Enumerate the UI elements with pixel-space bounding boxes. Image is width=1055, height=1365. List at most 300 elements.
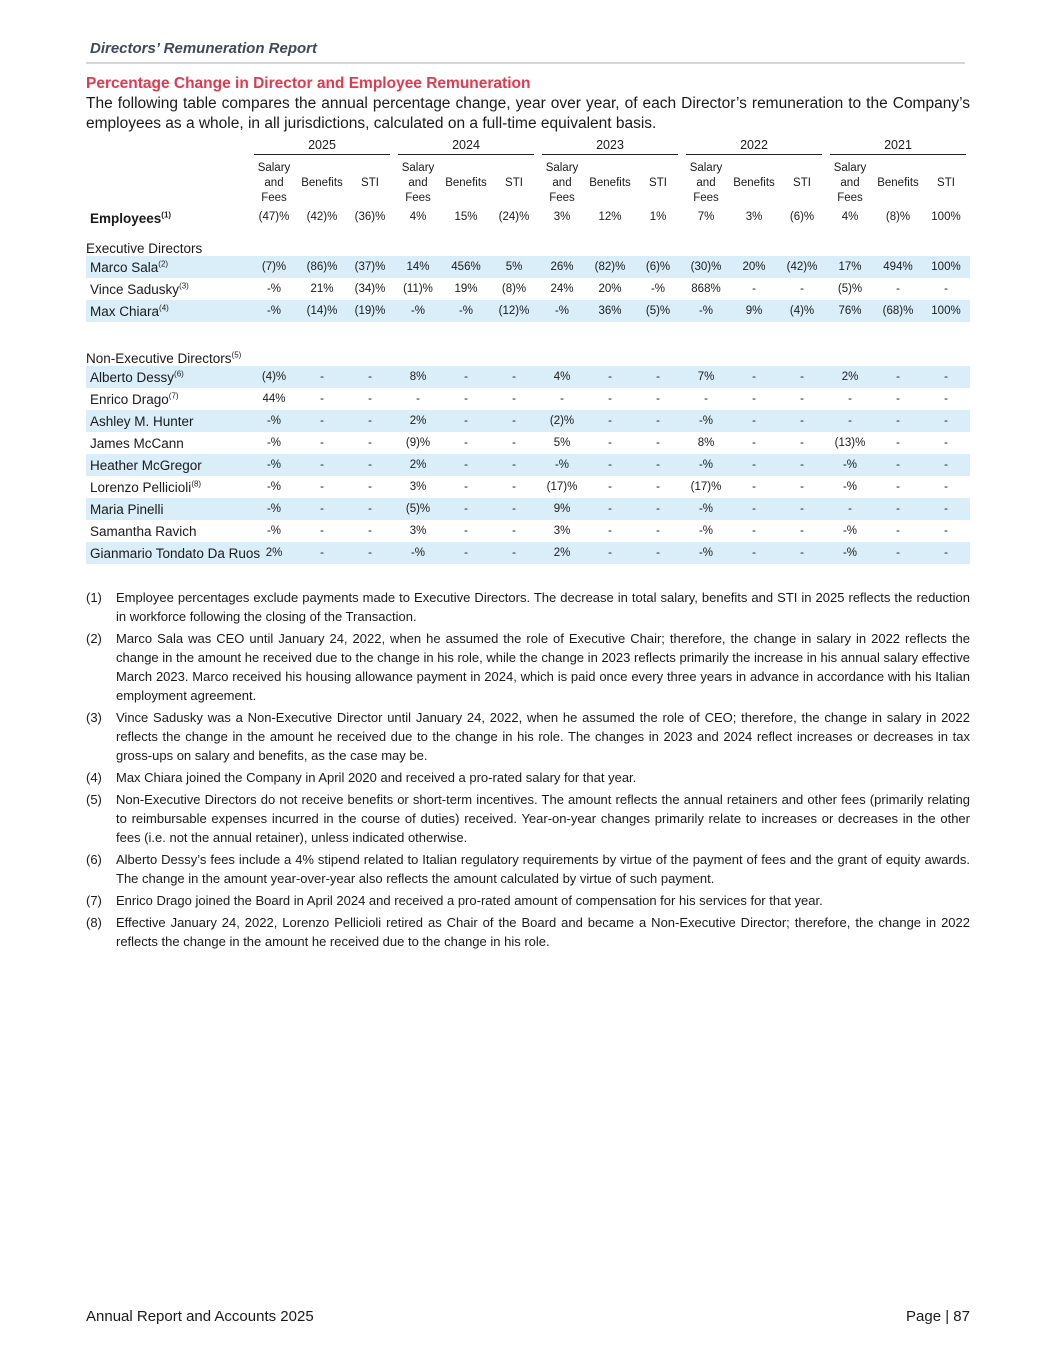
- value-cell: -%: [682, 300, 730, 322]
- value-cell: (86)%: [298, 256, 346, 278]
- value-cell: 44%: [262, 393, 286, 405]
- value-cell: -: [368, 525, 372, 537]
- value-cell: 5%: [553, 437, 571, 449]
- row-name-cell: [86, 256, 250, 278]
- row-name-cell: [86, 476, 250, 498]
- value-cell: -%: [826, 454, 874, 476]
- row-name: Samantha Ravich: [90, 523, 197, 539]
- value-cell: 456%: [442, 256, 490, 278]
- value-cell: -: [586, 410, 634, 432]
- value-cell: 20%: [730, 256, 778, 278]
- salary-fees-header-line: Salary: [689, 161, 723, 174]
- value-cell: (5)%: [837, 283, 863, 295]
- value-cell: -: [298, 454, 346, 476]
- row-name: Max Chiara: [90, 303, 160, 319]
- footnotes: [86, 588, 970, 954]
- year-label: 2022: [686, 138, 822, 155]
- value-cell: -: [944, 393, 948, 405]
- row-name: Enrico Drago: [90, 391, 169, 407]
- footnote-text: Vince Sadusky was a Non-Executive Director until January 24, 2022, when he assumed the role of CEO; therefore, the change in salary in 2022 reflects the change in the amount he received due to the change in his role. The changes in 2023 and 2024 reflect increases or decreases in tax gross-ups on salary and benefits, as the case may be.: [116, 710, 970, 763]
- value-cell: -: [608, 393, 612, 405]
- salary-fees-header-line: Salary: [545, 161, 579, 174]
- value-cell: 36%: [586, 300, 634, 322]
- salary-fees-header: [394, 158, 442, 208]
- value-cell: -: [512, 525, 516, 537]
- value-cell: -: [464, 437, 468, 449]
- value-cell: 15%: [454, 211, 478, 223]
- value-cell: -: [752, 437, 756, 449]
- benefits-header: Benefits: [733, 176, 775, 189]
- value-cell: -%: [266, 437, 282, 449]
- value-cell: -: [922, 498, 970, 520]
- value-cell: -: [586, 454, 634, 476]
- value-cell: -%: [394, 300, 442, 322]
- value-cell: -: [464, 525, 468, 537]
- value-cell: 3%: [409, 525, 427, 537]
- footnote-item: [86, 790, 970, 847]
- value-cell: 9%: [538, 498, 586, 520]
- table-row: [86, 278, 970, 300]
- value-cell: 2%: [826, 366, 874, 388]
- value-cell: -: [608, 481, 612, 493]
- footnote-ref: (1): [161, 210, 172, 220]
- value-cell: -: [874, 498, 922, 520]
- value-cell: -%: [842, 525, 858, 537]
- footnote-ref: (2): [158, 259, 169, 268]
- value-cell: -%: [682, 454, 730, 476]
- value-cell: -: [320, 437, 324, 449]
- value-cell: 14%: [394, 256, 442, 278]
- value-cell: -: [656, 481, 660, 493]
- salary-fees-header-line: and: [840, 176, 860, 189]
- footer-report-title: Annual Report and Accounts 2025: [86, 1308, 314, 1325]
- salary-fees-header-line: and: [696, 176, 716, 189]
- value-cell: -%: [266, 525, 282, 537]
- value-cell: -: [346, 454, 394, 476]
- value-cell: -: [944, 283, 948, 295]
- value-cell: 21%: [310, 283, 334, 295]
- value-cell: -: [490, 498, 538, 520]
- value-cell: -: [922, 366, 970, 388]
- sti-header: STI: [649, 176, 667, 189]
- value-cell: 100%: [922, 300, 970, 322]
- footnote-text: Effective January 24, 2022, Lorenzo Pellicioli retired as Chair of the Board and became a Non-Executive Director; therefore, the change in 2022 reflects the change in the amount he received due to the change in his role.: [116, 915, 970, 949]
- value-cell: -: [656, 525, 660, 537]
- value-cell: -: [896, 437, 900, 449]
- value-cell: -: [800, 283, 804, 295]
- salary-fees-header: [538, 158, 586, 208]
- footnote-item: [86, 891, 970, 910]
- value-cell: -: [634, 410, 682, 432]
- value-cell: 8%: [394, 366, 442, 388]
- value-cell: (7)%: [250, 256, 298, 278]
- benefits-header: Benefits: [301, 176, 343, 189]
- table-row: [86, 300, 970, 322]
- value-cell: (17)%: [690, 481, 722, 493]
- value-cell: -: [634, 542, 682, 564]
- footnote-ref: (5): [231, 350, 242, 360]
- value-cell: (36)%: [354, 211, 386, 223]
- footnote-number: (8): [86, 915, 102, 930]
- value-cell: -: [442, 498, 490, 520]
- footnote-text: Alberto Dessy’s fees include a 4% stipend related to Italian regulatory requirements by virtue of the payment of fees and the grant of equity awards. The change in the amount year-over-year also reflects the amount calculated by virtue of such payment.: [116, 852, 970, 886]
- group-heading-row: [86, 342, 970, 366]
- row-name-cell: [86, 388, 250, 410]
- group-heading-label: Non-Executive Directors: [86, 351, 232, 366]
- value-cell: 12%: [598, 211, 622, 223]
- value-cell: 100%: [931, 211, 961, 223]
- value-cell: 3%: [409, 481, 427, 493]
- value-cell: (2)%: [538, 410, 586, 432]
- row-name-cell: [86, 366, 250, 388]
- value-cell: -: [778, 498, 826, 520]
- group-heading: [86, 342, 970, 366]
- salary-fees-header: [826, 158, 874, 208]
- value-cell: -%: [442, 300, 490, 322]
- value-cell: 5%: [490, 256, 538, 278]
- value-cell: (47)%: [258, 211, 290, 223]
- value-cell: (8)%: [501, 283, 527, 295]
- value-cell: -: [512, 481, 516, 493]
- value-cell: -: [346, 366, 394, 388]
- footnote-ref: (8): [191, 479, 202, 488]
- footnote-item: [86, 913, 970, 951]
- value-cell: -: [560, 393, 564, 405]
- value-cell: -%: [250, 300, 298, 322]
- value-cell: -: [752, 393, 756, 405]
- footnote-ref: (6): [174, 369, 184, 378]
- footnote-number: (5): [86, 792, 102, 807]
- sti-header: STI: [505, 176, 523, 189]
- value-cell: 8%: [697, 437, 715, 449]
- value-cell: -: [656, 393, 660, 405]
- value-cell: -: [752, 481, 756, 493]
- year-label: 2025: [254, 138, 390, 155]
- value-cell: -: [490, 542, 538, 564]
- value-cell: -: [874, 366, 922, 388]
- value-cell: 2%: [538, 542, 586, 564]
- footnote-text: Enrico Drago joined the Board in April 2024 and received a pro-rated amount of compensation for his services for that year.: [116, 893, 823, 908]
- value-cell: -: [442, 366, 490, 388]
- value-cell: (4)%: [250, 366, 298, 388]
- value-cell: -: [634, 454, 682, 476]
- year-label: 2024: [398, 138, 534, 155]
- value-cell: (34)%: [354, 283, 386, 295]
- value-cell: 7%: [697, 211, 715, 223]
- sti-header: STI: [793, 176, 811, 189]
- value-cell: -: [512, 437, 516, 449]
- value-cell: -: [586, 498, 634, 520]
- row-name: Lorenzo Pellicioli: [90, 479, 192, 495]
- value-cell: -: [896, 393, 900, 405]
- table-row: [86, 476, 970, 498]
- value-cell: (37)%: [346, 256, 394, 278]
- value-cell: -: [944, 437, 948, 449]
- table-row: [86, 454, 970, 476]
- value-cell: 9%: [730, 300, 778, 322]
- value-cell: -: [752, 283, 756, 295]
- remuneration-change-table: [86, 138, 970, 564]
- table-row: [86, 498, 970, 520]
- value-cell: -: [730, 454, 778, 476]
- value-cell: 76%: [826, 300, 874, 322]
- value-cell: (14)%: [298, 300, 346, 322]
- value-cell: (42)%: [306, 211, 338, 223]
- value-cell: -: [730, 498, 778, 520]
- footnote-text: Max Chiara joined the Company in April 2020 and received a pro-rated salary for that year.: [116, 770, 637, 785]
- value-cell: -: [298, 410, 346, 432]
- intro-paragraph: The following table compares the annual percentage change, year over year, of each Director’s remuneration to the Company’s employees as a whole, in all jurisdictions, calculated on a full-time equivalent basis.: [86, 95, 970, 132]
- table-row: [86, 366, 970, 388]
- footnote-number: (3): [86, 710, 102, 725]
- value-cell: -: [704, 393, 708, 405]
- value-cell: -: [586, 366, 634, 388]
- column-header-row: [86, 158, 970, 208]
- table-row: [86, 432, 970, 454]
- value-cell: -: [320, 525, 324, 537]
- row-name-cell: [86, 410, 250, 432]
- value-cell: 2%: [394, 454, 442, 476]
- value-cell: -: [368, 393, 372, 405]
- table-row: [86, 256, 970, 278]
- value-cell: -: [656, 437, 660, 449]
- value-cell: -: [442, 454, 490, 476]
- value-cell: -: [944, 481, 948, 493]
- value-cell: -: [512, 393, 516, 405]
- benefits-header: Benefits: [877, 176, 919, 189]
- group-heading-row: [86, 232, 970, 256]
- value-cell: 4%: [841, 211, 859, 223]
- value-cell: -%: [650, 283, 666, 295]
- value-cell: -%: [682, 542, 730, 564]
- running-header-title: Directors’ Remuneration Report: [90, 40, 317, 57]
- value-cell: -: [320, 481, 324, 493]
- row-name-cell: [86, 208, 250, 232]
- footnote-text: Marco Sala was CEO until January 24, 2022, when he assumed the role of Executive Chair; therefore, the change in salary in 2022 reflects the change in the amount he received due to the change in his role, while the change in 2023 reflects primarily the increase in his annual salary effective March 2023. Marco received his housing allowance payment in 2024, which is paid once every three years in advance in accordance with his Italian employment agreement.: [116, 631, 970, 703]
- value-cell: -%: [250, 454, 298, 476]
- value-cell: (68)%: [874, 300, 922, 322]
- group-heading: [86, 232, 970, 256]
- salary-fees-header-line: Fees: [693, 191, 719, 204]
- salary-fees-header: [250, 158, 298, 208]
- table-row: [86, 410, 970, 432]
- value-cell: (5)%: [394, 498, 442, 520]
- footnote-item: [86, 850, 970, 888]
- value-cell: 26%: [538, 256, 586, 278]
- value-cell: -%: [698, 525, 714, 537]
- value-cell: 3%: [745, 211, 763, 223]
- value-cell: (42)%: [778, 256, 826, 278]
- value-cell: -: [922, 454, 970, 476]
- footnote-text: Non-Executive Directors do not receive benefits or short-term incentives. The amount reflects the annual retainers and other fees (primarily relating to reimbursable expenses incurred in the course of duties) received. Year-on-year changes primarily relate to increases or decreases in the other fees (i.e. not the annual retainer), unless indicated otherwise.: [116, 792, 970, 845]
- value-cell: -: [874, 454, 922, 476]
- year-header: [682, 138, 826, 158]
- value-cell: -: [778, 542, 826, 564]
- value-cell: (82)%: [586, 256, 634, 278]
- salary-fees-header-line: Salary: [257, 161, 291, 174]
- benefits-header: Benefits: [589, 176, 631, 189]
- value-cell: -: [896, 481, 900, 493]
- value-cell: (11)%: [403, 283, 433, 295]
- value-cell: 2%: [394, 410, 442, 432]
- row-name: Vince Sadusky: [90, 281, 180, 297]
- value-cell: (12)%: [490, 300, 538, 322]
- row-name-cell: [86, 454, 250, 476]
- value-cell: -: [874, 410, 922, 432]
- value-cell: -: [320, 393, 324, 405]
- value-cell: -: [346, 410, 394, 432]
- value-cell: (13)%: [834, 437, 866, 449]
- value-cell: -: [442, 542, 490, 564]
- value-cell: 20%: [598, 283, 622, 295]
- row-name: Alberto Dessy: [90, 369, 175, 385]
- value-cell: 2%: [250, 542, 298, 564]
- value-cell: -: [368, 437, 372, 449]
- value-cell: 24%: [550, 283, 574, 295]
- header-corner: [86, 138, 250, 158]
- sti-header: STI: [937, 176, 955, 189]
- value-cell: -: [730, 542, 778, 564]
- value-cell: -: [752, 525, 756, 537]
- value-cell: (4)%: [778, 300, 826, 322]
- value-cell: 19%: [454, 283, 478, 295]
- footnote-number: (1): [86, 590, 102, 605]
- value-cell: 17%: [826, 256, 874, 278]
- value-cell: -: [896, 525, 900, 537]
- value-cell: -: [944, 525, 948, 537]
- value-cell: -%: [538, 300, 586, 322]
- footer-page-number: Page | 87: [906, 1308, 970, 1325]
- value-cell: -: [800, 525, 804, 537]
- value-cell: -%: [826, 542, 874, 564]
- value-cell: -: [826, 410, 874, 432]
- value-cell: -: [922, 410, 970, 432]
- value-cell: (9)%: [405, 437, 431, 449]
- table-row: [86, 208, 970, 232]
- footnote-item: [86, 629, 970, 705]
- row-name: Employees: [90, 211, 162, 226]
- value-cell: (19)%: [346, 300, 394, 322]
- value-cell: (5)%: [634, 300, 682, 322]
- value-cell: -%: [394, 542, 442, 564]
- value-cell: 100%: [922, 256, 970, 278]
- row-name: James McCann: [90, 435, 184, 451]
- value-cell: (6)%: [634, 256, 682, 278]
- value-cell: (24)%: [498, 211, 530, 223]
- value-cell: -: [490, 366, 538, 388]
- group-heading-label: Executive Directors: [86, 241, 203, 256]
- salary-fees-header-line: and: [552, 176, 572, 189]
- value-cell: 494%: [874, 256, 922, 278]
- footnote-ref: (3): [179, 281, 189, 290]
- value-cell: -: [464, 393, 468, 405]
- value-cell: -: [800, 481, 804, 493]
- year-label: 2021: [830, 138, 966, 155]
- footnote-item: [86, 708, 970, 765]
- footnote-ref: (4): [159, 303, 169, 312]
- year-header: [826, 138, 970, 158]
- salary-fees-header-line: Salary: [401, 161, 435, 174]
- value-cell: -: [730, 366, 778, 388]
- year-header: [394, 138, 538, 158]
- value-cell: -: [490, 454, 538, 476]
- spacer-cell: [86, 322, 970, 342]
- value-cell: -%: [682, 498, 730, 520]
- value-cell: -: [634, 366, 682, 388]
- value-cell: 3%: [553, 211, 571, 223]
- value-cell: -: [490, 410, 538, 432]
- year-label: 2023: [542, 138, 678, 155]
- footnote-item: [86, 588, 970, 626]
- salary-fees-header: [682, 158, 730, 208]
- footnote-number: (7): [86, 893, 102, 908]
- value-cell: -: [608, 437, 612, 449]
- value-cell: (6)%: [789, 211, 815, 223]
- header-divider: [86, 62, 965, 64]
- value-cell: -%: [266, 481, 282, 493]
- section-title: Percentage Change in Director and Employee Remuneration: [86, 75, 531, 92]
- value-cell: -%: [250, 410, 298, 432]
- salary-fees-header-line: Fees: [837, 191, 863, 204]
- value-cell: -: [298, 542, 346, 564]
- salary-fees-header-line: and: [408, 176, 428, 189]
- sti-header: STI: [361, 176, 379, 189]
- value-cell: -: [874, 542, 922, 564]
- value-cell: -: [586, 542, 634, 564]
- benefits-header: Benefits: [445, 176, 487, 189]
- value-cell: -: [298, 498, 346, 520]
- row-name: Marco Sala: [90, 259, 159, 275]
- year-header: [538, 138, 682, 158]
- table-row: [86, 388, 970, 410]
- value-cell: -: [608, 525, 612, 537]
- value-cell: -: [778, 454, 826, 476]
- header-corner: [86, 158, 250, 208]
- footnote-number: (6): [86, 852, 102, 867]
- value-cell: 4%: [538, 366, 586, 388]
- value-cell: -%: [250, 498, 298, 520]
- value-cell: -%: [266, 283, 282, 295]
- value-cell: -: [346, 542, 394, 564]
- row-name-cell: [86, 278, 250, 300]
- value-cell: (8)%: [885, 211, 911, 223]
- value-cell: 7%: [682, 366, 730, 388]
- value-cell: -%: [538, 454, 586, 476]
- row-name-cell: [86, 300, 250, 322]
- value-cell: -: [800, 437, 804, 449]
- value-cell: -: [464, 481, 468, 493]
- footnote-number: (2): [86, 631, 102, 646]
- value-cell: -: [800, 393, 804, 405]
- value-cell: -: [778, 366, 826, 388]
- salary-fees-header-line: Fees: [405, 191, 431, 204]
- row-name-cell: [86, 520, 250, 542]
- salary-fees-header-line: Fees: [261, 191, 287, 204]
- value-cell: 1%: [649, 211, 667, 223]
- row-name: Ashley M. Hunter: [90, 413, 194, 429]
- value-cell: -: [826, 498, 874, 520]
- table-row: [86, 542, 970, 564]
- footnote-ref: (7): [168, 391, 179, 400]
- value-cell: 3%: [553, 525, 571, 537]
- footnote-text: Employee percentages exclude payments made to Executive Directors. The decrease in total salary, benefits and STI in 2025 reflects the reduction in workforce following the closing of the Transaction.: [116, 590, 970, 624]
- row-name-cell: [86, 432, 250, 454]
- year-header-row: [86, 138, 970, 158]
- salary-fees-header-line: Salary: [833, 161, 867, 174]
- value-cell: -: [896, 283, 900, 295]
- footnote-number: (4): [86, 770, 102, 785]
- value-cell: (17)%: [546, 481, 578, 493]
